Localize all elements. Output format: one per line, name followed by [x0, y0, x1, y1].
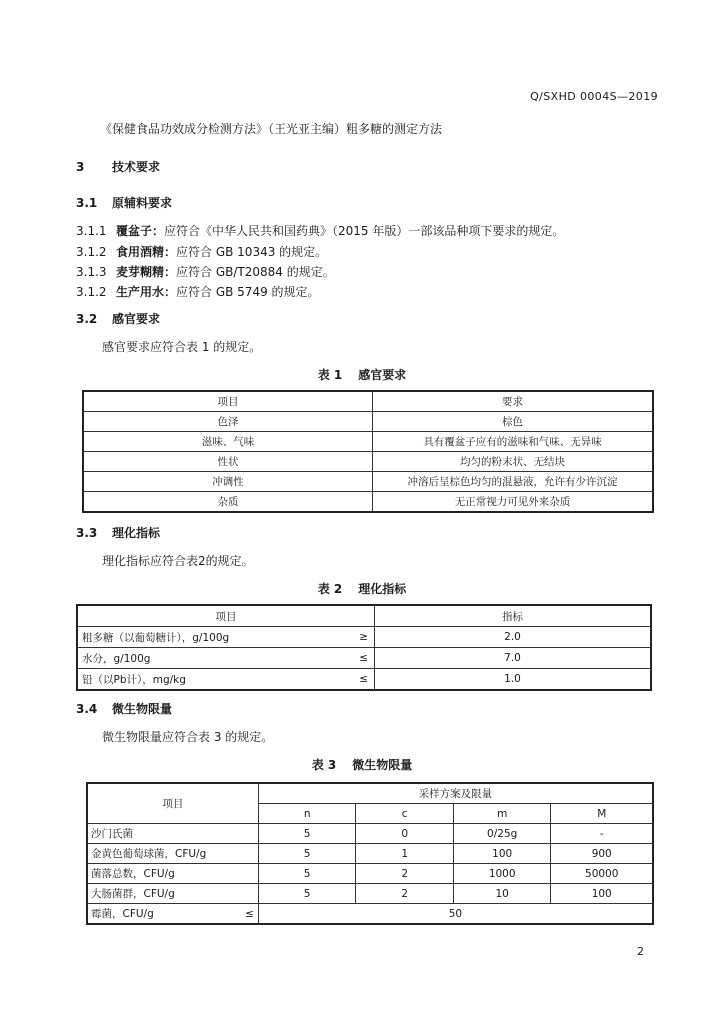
table-cell: 5 — [258, 824, 356, 844]
caption-number: 表 2 — [317, 582, 343, 596]
section-paragraph: 感官要求应符合表 1 的规定。 — [102, 340, 262, 354]
sensory-requirements-table — [82, 390, 654, 513]
item-name-cell: 铅（以Pb计），mg/kg — [77, 669, 352, 691]
item-text: 应符合 GB/T20884 的规定。 — [176, 265, 335, 279]
header-cell: 项目 — [87, 783, 258, 824]
table-cell: 10 — [453, 884, 551, 904]
table-row — [87, 824, 653, 844]
table-row — [83, 432, 653, 452]
page-number: 2 — [637, 945, 644, 958]
header-cell: 要求 — [373, 391, 654, 412]
table-row — [87, 864, 653, 884]
item-name-cell: 大肠菌群，CFU/g — [87, 884, 258, 904]
raw-material-item — [76, 243, 327, 260]
item-term: 麦芽糊精： — [116, 265, 177, 279]
caption-title: 感官要求 — [358, 368, 407, 382]
header-cell: 采样方案及限量 — [258, 783, 653, 804]
table-cell: 冲溶后呈棕色均匀的混悬液，允许有少许沉淀 — [373, 472, 654, 492]
table-cell: 冲调性 — [83, 472, 373, 492]
table-cell: 性状 — [83, 452, 373, 472]
subheader-cell: M — [551, 804, 653, 824]
caption-number: 表 3 — [311, 758, 337, 772]
section-number: 3.4 — [76, 702, 98, 716]
table-cell: 杂质 — [83, 492, 373, 513]
table-row — [77, 648, 651, 669]
header-cell: 指标 — [375, 605, 652, 627]
item-text: 应符合 GB 5749 的规定。 — [176, 285, 320, 299]
section-title: 技术要求 — [112, 160, 161, 174]
table-cell: 2 — [356, 884, 454, 904]
table-row — [83, 472, 653, 492]
section-number: 3.1 — [76, 196, 98, 210]
section-title: 原辅料要求 — [112, 196, 173, 210]
section-title: 感官要求 — [112, 312, 161, 326]
table-header-row — [87, 783, 653, 804]
table-cell: 100 — [453, 844, 551, 864]
item-term: 生产用水： — [116, 285, 177, 299]
section-title: 微生物限量 — [112, 702, 173, 716]
table-cell: 1 — [356, 844, 454, 864]
table-cell: 均匀的粉末状、无结块 — [373, 452, 654, 472]
table-cell: 色泽 — [83, 412, 373, 432]
table-cell: 0/25g — [453, 824, 551, 844]
raw-material-item — [76, 263, 335, 280]
value-cell: 1.0 — [375, 669, 652, 691]
caption-title: 微生物限量 — [352, 758, 413, 772]
section-paragraph: 微生物限量应符合表 3 的规定。 — [102, 730, 274, 744]
table-cell: 滋味、气味 — [83, 432, 373, 452]
section-title: 理化指标 — [112, 526, 161, 540]
item-term: 覆盆子： — [116, 224, 165, 238]
table-cell: 具有覆盆子应有的滋味和气味、无异味 — [373, 432, 654, 452]
comparison-symbol: ≥ — [352, 627, 375, 648]
value-cell: 50 — [258, 904, 653, 925]
section-3-1-heading — [76, 194, 172, 211]
table-cell: 无正常视力可见外来杂质 — [373, 492, 654, 513]
subheader-cell: c — [356, 804, 454, 824]
item-text: 应符合 GB 10343 的规定。 — [176, 245, 328, 259]
comparison-symbol: ≤ — [238, 904, 259, 925]
section-number: 3.3 — [76, 526, 98, 540]
table-cell: 5 — [258, 884, 356, 904]
document-code-header: Q/SXHD 0004S—2019 — [530, 90, 658, 103]
subheader-cell: m — [453, 804, 551, 824]
section-3-heading — [76, 158, 160, 175]
section-3-3-heading — [76, 524, 160, 541]
table-row — [87, 884, 653, 904]
item-text: 应符合《中华人民共和国药典》（2015 年版）一部该品种项下要求的规定。 — [164, 224, 565, 238]
table-row — [77, 669, 651, 691]
table-row — [83, 452, 653, 472]
value-cell: 2.0 — [375, 627, 652, 648]
microbial-limits-table — [86, 782, 654, 925]
section-3-4-heading — [76, 700, 172, 717]
item-name-cell: 金黄色葡萄球菌，CFU/g — [87, 844, 258, 864]
header-cell: 项目 — [77, 605, 375, 627]
raw-material-item — [76, 222, 564, 239]
item-number: 3.1.2 — [76, 245, 107, 259]
table-cell: 0 — [356, 824, 454, 844]
comparison-symbol: ≤ — [352, 669, 375, 691]
item-number: 3.1.2 — [76, 285, 107, 299]
table-cell: - — [551, 824, 653, 844]
item-name-cell: 沙门氏菌 — [87, 824, 258, 844]
table-header-row — [83, 391, 653, 412]
table-cell: 5 — [258, 844, 356, 864]
comparison-symbol: ≤ — [352, 648, 375, 669]
table-row — [83, 412, 653, 432]
table-3-caption — [0, 756, 724, 773]
table-cell: 1000 — [453, 864, 551, 884]
table-cell: 900 — [551, 844, 653, 864]
table-row — [87, 844, 653, 864]
table-header-row — [77, 605, 651, 627]
item-term: 食用酒精： — [116, 245, 177, 259]
item-number: 3.1.1 — [76, 224, 107, 238]
item-name-cell: 菌落总数，CFU/g — [87, 864, 258, 884]
section-number: 3.2 — [76, 312, 98, 326]
table-cell: 棕色 — [373, 412, 654, 432]
section-paragraph: 理化指标应符合表2的规定。 — [102, 554, 254, 568]
physicochemical-table — [76, 604, 652, 691]
table-row — [87, 904, 653, 925]
subheader-cell: n — [258, 804, 356, 824]
section-number: 3 — [76, 160, 85, 174]
table-2-caption — [0, 580, 724, 597]
item-name-cell: 粗多糖（以葡萄糖计），g/100g — [77, 627, 352, 648]
reference-method-line: 《保健食品功效成分检测方法》（王光亚主编）粗多糖的测定方法 — [100, 122, 443, 136]
table-row — [77, 627, 651, 648]
item-number: 3.1.3 — [76, 265, 107, 279]
table-1-caption — [0, 366, 724, 383]
header-cell: 项目 — [83, 391, 373, 412]
table-cell: 100 — [551, 884, 653, 904]
caption-number: 表 1 — [317, 368, 343, 382]
item-name-cell: 水分，g/100g — [77, 648, 352, 669]
raw-material-item — [76, 283, 320, 300]
table-cell: 2 — [356, 864, 454, 884]
table-cell: 5 — [258, 864, 356, 884]
table-row — [83, 492, 653, 513]
value-cell: 7.0 — [375, 648, 652, 669]
caption-title: 理化指标 — [358, 582, 407, 596]
table-cell: 50000 — [551, 864, 653, 884]
section-3-2-heading — [76, 310, 160, 327]
item-name-cell: 霉菌，CFU/g — [87, 904, 238, 925]
